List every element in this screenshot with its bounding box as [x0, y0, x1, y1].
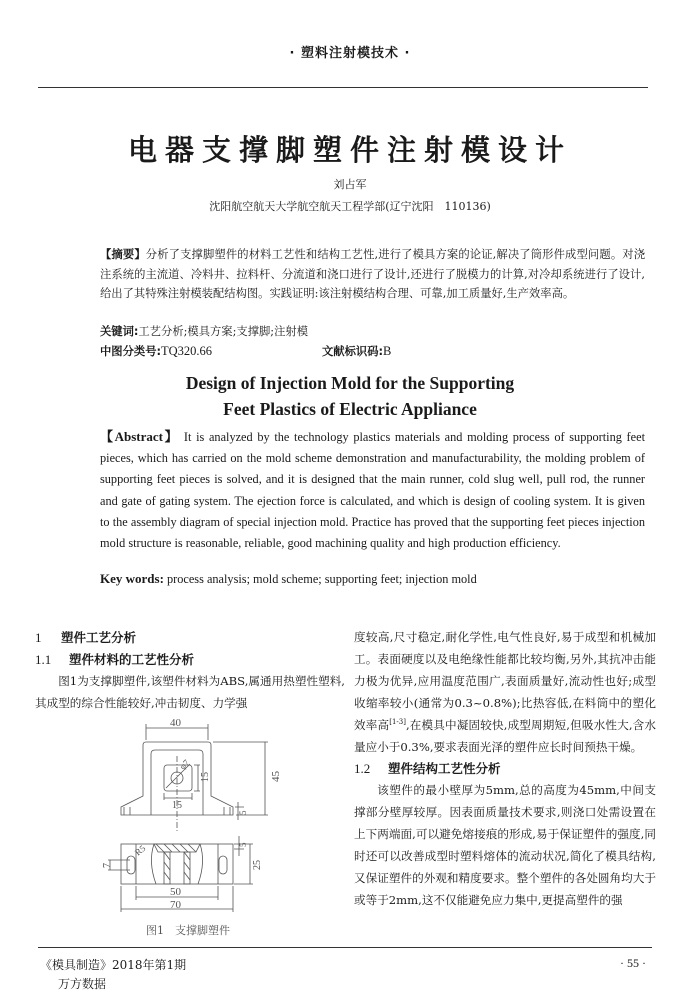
section-1-2-heading: [354, 758, 656, 780]
section-1-2-number: 1.2: [354, 761, 371, 777]
source-watermark: 万方数据: [58, 977, 107, 991]
keywords-en: [100, 571, 477, 587]
section-1-heading: [35, 627, 345, 649]
dim-label-5-plan: 5: [238, 842, 248, 847]
clc-label: 中图分类号:: [100, 345, 162, 358]
paragraph-1-left: 图1为支撑脚塑件,该塑件材料为ABS,属通用热塑性塑料,其成型的综合性能较好,冲击韧度、力学强: [35, 674, 345, 710]
plan-edges: [136, 844, 218, 884]
section-1-1-heading: [35, 649, 345, 671]
abstract-en-text: It is analyzed by the technology plastics materials and molding process of supporting feet pieces, which has carried on the mold scheme demonstration and manufacturability, the molding problem of supporting feet pieces is solved, and it is designed that the main runner, cold slug well, pull rod, the runner and gate of gating system. The ejection force is calculated, and which is design of cooling system. It is given to the assembly diagram of special injection mold. Practice has proved that the supporting feet pieces injection mold structure is reasonable, reliable, good machining quality and high production efficiency.: [100, 430, 645, 551]
paragraph-1-right: [354, 627, 656, 758]
footer-rule: [38, 947, 652, 948]
paragraph-1-right-a: 度较高,尺寸稳定,耐化学性,电气性良好,易于成型和机械加工。表面硬度以及电绝缘性能都比较均衡,另外,其抗冲击能力极为优异,应用温度范围广,表面质量好,流动性也好;成型收缩率较小(通常为0.3~0.8%);比热容低,在料筒中的塑化效率高: [354, 630, 656, 732]
abstract-en: [100, 426, 645, 554]
doc-code-label: 文献标识码:: [322, 345, 384, 358]
section-1-title: 塑件工艺分析: [61, 630, 137, 645]
figure-1-drawing: [38, 712, 338, 920]
dim-25: [234, 844, 253, 884]
dim-45: [213, 742, 268, 815]
author-affiliation: 沈阳航空航天大学航空航天工程学部(辽宁沈阳 110136): [209, 200, 491, 213]
dim-label-15-v: 15: [200, 772, 211, 782]
keywords-en-text: process analysis; mold scheme; supporting feet; injection mold: [167, 572, 477, 586]
dim-label-25: 25: [252, 860, 263, 870]
article-title-cn: 电器支撑脚塑件注射模设计: [127, 133, 572, 167]
keywords-cn-label: 关键词:: [100, 325, 139, 338]
dim-15-h: [164, 793, 192, 800]
section-1-number: 1: [35, 630, 42, 645]
section-1-1-number: 1.1: [35, 652, 52, 667]
dim-label-5-front: 5: [238, 810, 248, 815]
plan-curves: [151, 844, 202, 884]
slot-left: [127, 856, 135, 874]
figure-1-caption: 图1 支撑脚塑件: [146, 924, 230, 937]
hatch-top: [154, 844, 200, 852]
dimension-labels: [102, 717, 282, 911]
abstract-en-label: 【Abstract】: [100, 429, 180, 444]
title-en-line2: Feet Plastics of Electric Appliance: [223, 399, 477, 419]
section-1-1-title: 塑件材料的工艺性分析: [69, 652, 195, 667]
dim-label-45: 45: [270, 771, 282, 782]
dim-label-7: 7: [102, 863, 113, 868]
clc-value: TQ320.66: [161, 344, 213, 358]
author-name: 刘占军: [333, 178, 367, 191]
page-number: · 55 ·: [620, 956, 646, 970]
keywords-cn-text: 工艺分析;模具方案;支撑脚;注射模: [138, 325, 308, 338]
left-column: [35, 627, 345, 715]
abstract-cn-label: 【摘要】: [100, 248, 146, 261]
figure-1: [38, 712, 338, 937]
dim-label-15-h: 15: [172, 800, 182, 811]
journal-citation: 《模具制造》2018年第1期: [40, 958, 187, 972]
classification-row: [100, 343, 500, 359]
dim-label-r5: R5: [132, 843, 148, 858]
abstract-cn: [100, 245, 645, 304]
slot-right: [219, 856, 227, 874]
keywords-en-label: Key words:: [100, 571, 164, 586]
section-1-2-title: 塑件结构工艺性分析: [388, 761, 501, 777]
dim-label-70: 70: [170, 899, 181, 911]
article-title-en: [0, 370, 700, 422]
running-head: · 塑料注射模技术 ·: [289, 46, 411, 61]
paragraph-1-right-b: ,在模具中凝固较快,成型周期短,但吸水性大,含水量应小于0.3%,要求表面光泽的塑件应长时间预热干燥。: [354, 717, 656, 754]
header-rule: [38, 87, 648, 88]
citation-ref: [1-3]: [389, 717, 406, 726]
dim-label-50: 50: [170, 886, 181, 898]
dim-label-phi7: φ7: [177, 757, 192, 772]
square-recess: [164, 765, 192, 791]
doc-code-value: B: [383, 344, 392, 358]
title-en-line1: Design of Injection Mold for the Supporting: [185, 373, 515, 393]
paragraph-2: 该塑件的最小壁厚为5mm,总的高度为45mm,中间支撑部分壁厚较厚。因表面质量技术要求,则浇口处需设置在上下两端面,可以避免熔接痕的形成,易于保证塑件的强度,同时还可以改善成型时塑料熔体的流动状况,简化了模具结构,又保证塑件的外观和精度要求。整个塑件的各处圆角均大于或等于2mm,这不仅能避免应力集中,更提高塑件的强: [354, 783, 656, 907]
right-column: [354, 627, 656, 912]
keywords-cn: [100, 323, 308, 339]
dim-label-40: 40: [170, 717, 181, 729]
abstract-cn-text: 分析了支撑脚塑件的材料工艺性和结构工艺性,进行了模具方案的论证,解决了筒形件成型问题。对浇注系统的主流道、冷料井、拉料杆、分流道和浇口进行了设计,还进行了脱模力的计算,对冷却系统进行了设计,给出了其特殊注射模装配结构图。实践证明:该注射模结构合理、可靠,加工质量好,生产效率高。: [100, 248, 645, 300]
